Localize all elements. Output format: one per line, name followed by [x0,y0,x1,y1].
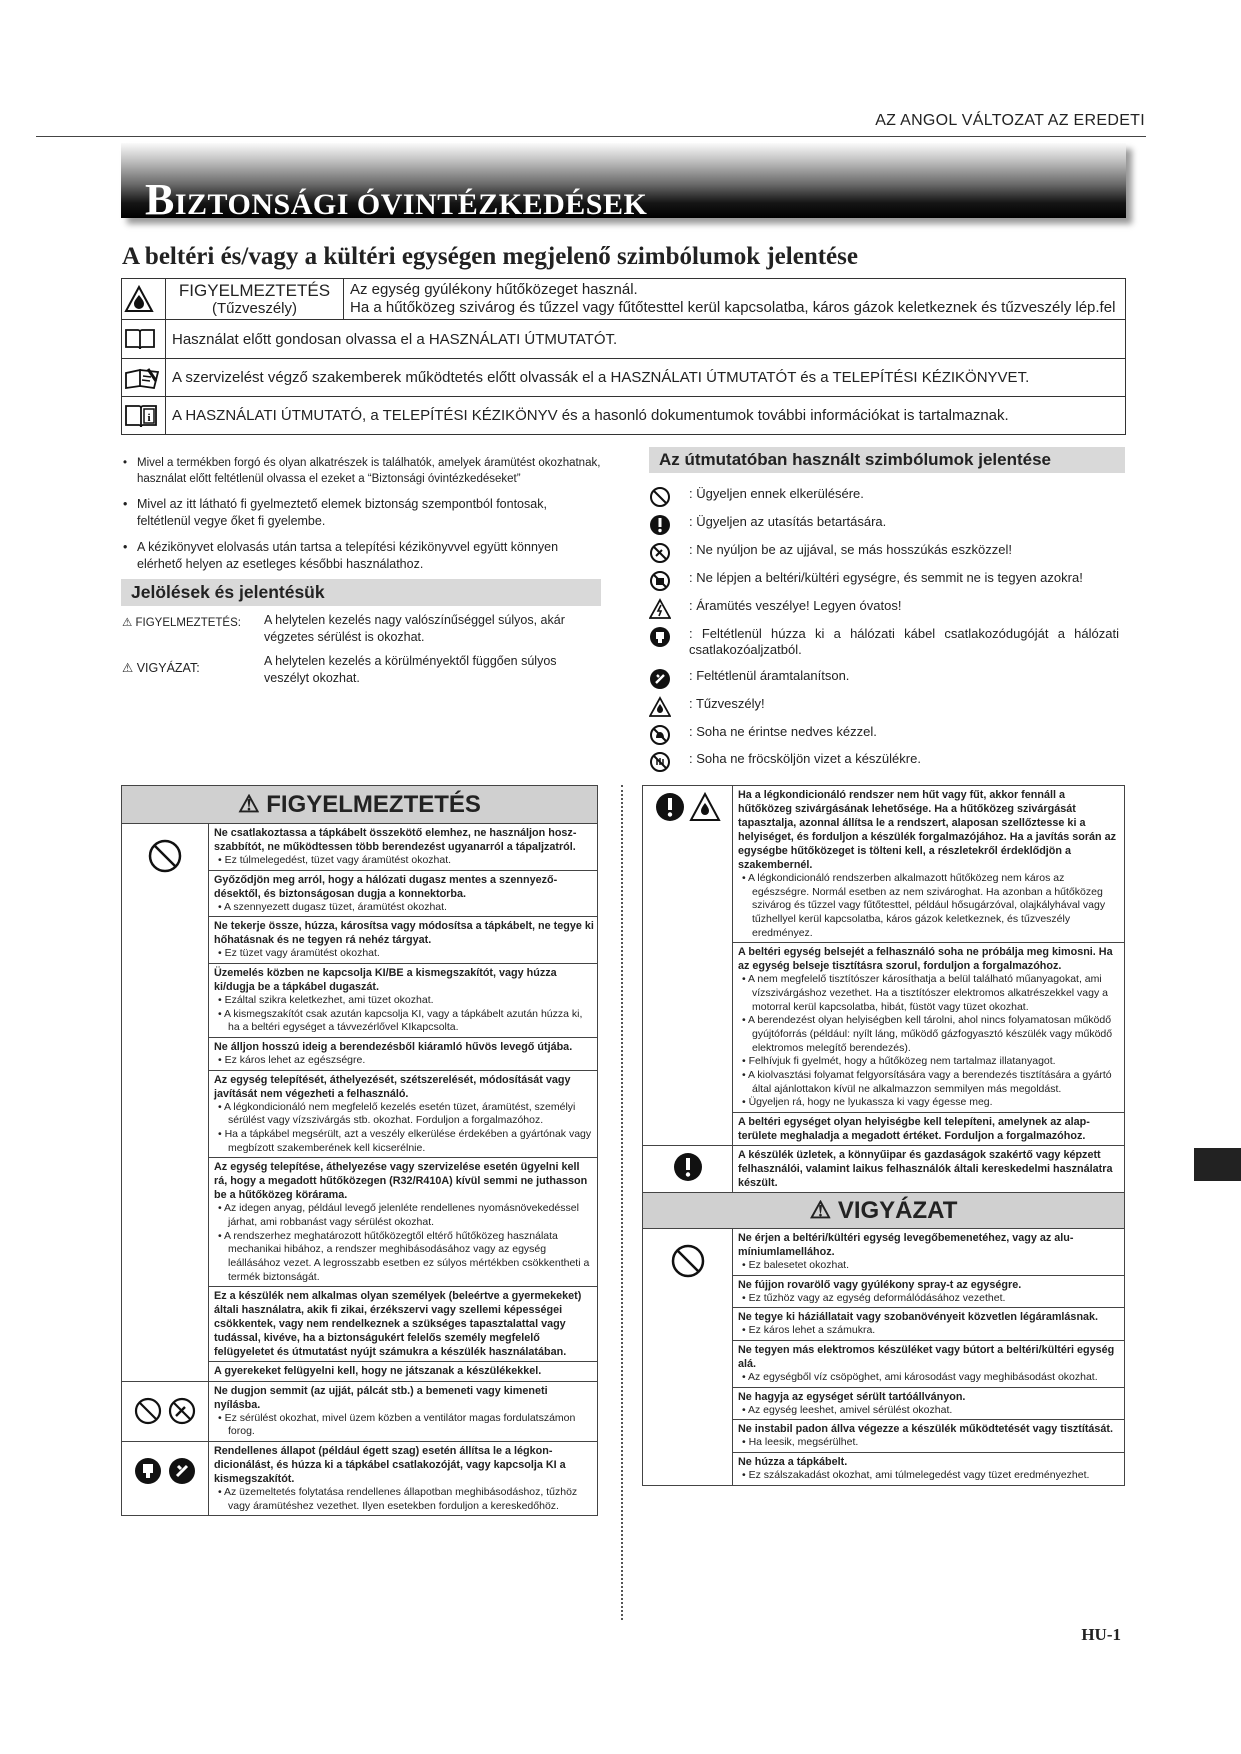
warning-triangle-icon: ⚠ [122,617,133,629]
right-item: A készülék üzletek, a könnyűipar és gazdaságok szakértő vagy képzett felhasználói, valamint laikus felhasználók általi kereskedelmi használatra készült. [738,1148,1113,1189]
right-item: A beltéri egységet olyan helyiségbe kell telepíteni, amelynek az alapterülete meghaladja a megadott értéket. Forduljon a forgalmazóhoz. [738,1115,1090,1142]
right-safety-box [642,785,1125,1486]
guide-symbol-item: : Soha ne fröcsköljön vizet a készülékre. [649,751,1125,773]
no-step-icon [649,570,689,592]
service-manual-icon [122,359,166,397]
guide-symbol-item: : Ne lépjen a beltéri/kültéri egységre, és semmit ne is tegyen azokra! [649,570,1125,592]
refrigerant-group [643,786,1124,1146]
caution-box-header: ⚠ VIGYÁZAT [643,1193,1124,1229]
warning-triangle-icon: ⚠ [238,791,260,818]
group-icons [643,786,733,1145]
mandatory-icon [655,792,685,822]
no-water-spray-icon [649,751,689,773]
marks-title: Jelölések és jelentésük [121,579,601,606]
prohibited-icon [649,486,689,508]
guide-symbol-item: : Ügyeljen az utasítás betartására. [649,514,1125,536]
original-language-note: AZ ANGOL VÁLTOZAT AZ EREDETI [875,112,1145,129]
unplug-icon [649,626,689,657]
warning-group-1 [122,824,597,1382]
caution-item: Ne érjen a beltéri/kültéri egység levegőbemenetéhez, vagy az alumíniumlamellához. • Ez balesetet okozhat. [733,1229,1124,1276]
header-rule [36,136,1146,137]
guide-symbol-item: : Áramütés veszélye! Legyen óvatos! [649,598,1125,620]
right-item: Ha a légkondicionáló rendszer nem hűt vagy fűt, akkor fennáll a hűtőközeg szivárgásának lehetősége. Ha a hűtőközeg szivárgását tapasztalja, azonnal állítsa le a rendszert, alaposan szellőztesse ki a helyiséget, és forduljon a készülék forgalmazójához. Ha a javítás során az egységbe hűtőközeget is tölteni kell, a részletekről érdeklődjön a szakembernél. • A légkondicionáló rendszerben alkalmazott hűtőközeg nem káros az egészségre. Normál esetben az nem szivároghat. Ha azonban a hűtőközeg szivárog és tűzzel vagy fűtőtesttel, például hősugárzóval, olajkályhával vagy tűzhellyel kerül kapcsolatba, káros gázok keletkeznek, és tűzveszély eredményez. [733,786,1124,943]
power-off-icon [649,668,689,690]
caution-item: Ne tegyen más elektromos készüléket vagy bútort a beltéri/kültéri egység alá. • Az egységből víz csöpöghet, ami károsodást vagy meghibásodást okozhat. [733,1341,1124,1388]
caution-mark-text: A helytelen kezelés a körülményektől függően súlyos veszélyt okozhat. [264,654,557,685]
warning-item: Győződjön meg arról, hogy a hálózati dugasz mentes a szennyeződésektől, és biztonságosan dugja a konnektorba. • A szennyezett dugasz tüzet, áramütést okozhat. [209,871,597,918]
warning-item: Üzemelés közben ne kapcsolja KI/BE a kismegszakítót, vagy húzza ki/dugja be a tápkábel dugaszát. • Ezáltal szikra keletkezhet, ami tüzet okozhat. • A kismegszakítót csak azután kapcsolja KI, vagy a tápkábelt azután húzza ki, ha a beltéri egységet a távvezérlővel KIkapcsolta. [209,964,597,1038]
read-manual-text: Használat előtt gondosan olvassa el a HASZNÁLATI ÚTMUTATÓT. [166,320,1126,359]
caution-group [643,1229,1124,1485]
warning-sublabel: (Tűzveszély) [211,300,297,318]
right-item: A beltéri egység belsejét a felhasználó soha ne próbálja meg kimosni. Ha az egység belseje tisztításra szorul, forduljon a forgalmazóhoz. • A nem megfelelő tisztítószer károsíthatja a belül található műanyagokat, ami vízszivárgáshoz vezethet. Ha a tisztítószer elektromos alkatrészekkel vagy a motorral kerül kapcsolatba, hibát, füstöt vagy tüzet okozhat. • A berendezést olyan helyiségben kell tárolni, ahol nincs folyamatosan működő gyújtóforrás (például: nyílt láng, működő gázfogyasztó készülék vagy működő elektromos melegítő berendezés). • Felhívjuk fi gyelmét, hogy a hűtőközeg nem tartalmaz illatanyagot. • A kiolvasztási folyamat felgyorsítására vagy a berendezés tisztítására a gyártó által ajánlottakon kívül ne alkalmazzon semmilyen más megoldást. • Ügyeljen rá, hogy ne lyukassza ki vagy égesse meg. [733,943,1124,1112]
guide-symbols-title: Az útmutatóban használt szimbólumok jelentése [649,447,1125,473]
caution-item: Ne tegye ki háziállatait vagy szobanövényeit közvetlen légáramlásnak. • Ez káros lehet a számukra. [733,1308,1124,1341]
flammable-line-2: Ha a hűtőközeg szivárog és tűzzel vagy fűtőtesttel kerül kapcsolatba, káros gázok keletkeznek és tűzveszély lép.fel [350,299,1116,316]
caution-item: Ne fújjon rovarölő vagy gyúlékony spray-t az egységre. • Ez tűzhöz vagy az egység deformálódásához vezethet. [733,1276,1124,1309]
caution-triangle-icon: ⚠ [122,661,134,675]
guide-symbols-list [649,484,1125,764]
caution-mark-label: ⚠ VIGYÁZAT: [122,661,200,675]
prohibited-icon [643,1229,733,1485]
guide-symbols-section [649,447,1125,473]
language-tab-marker [1194,1148,1241,1181]
power-off-icon [167,1456,197,1486]
warning-box-header: ⚠ FIGYELMEZTETÉS [122,786,597,824]
warning-group-2 [122,1382,597,1442]
guide-symbol-item: : Ne nyúljon be az ujjával, se más hosszúkás eszközzel! [649,542,1125,564]
caution-triangle-icon: ⚠ [809,1197,832,1225]
warning-item: Ne csatlakoztassa a tápkábelt összekötő elemhez, ne használjon hoszszabbítót, ne működtessen több berendezést ugyanarról a tápaljzatról. • Ez túlmelegedést, tüzet vagy áramütést okozhat. [209,824,597,871]
manual-book-icon [122,320,166,359]
additional-info-text: A HASZNÁLATI ÚTMUTATÓ, a TELEPÍTÉSI KÉZIKÖNYV és a hasonló dokumentumok további információkat is tartalmaznak. [166,397,1126,435]
guide-symbol-item: : Ügyeljen ennek elkerülésére. [649,486,1125,508]
warning-item: Ne álljon hosszú ideig a berendezésből kiáramló hűvös levegő útjába. • Ez káros lehet az egészségre. [209,1038,597,1071]
warning-item: Ne dugjon semmit (az ujját, pálcát stb.) a bemeneti vagy kimeneti nyílásba. • Ez sérülést okozhat, mivel üzem közben a ventilátor magas fordulatszámon forog. [209,1382,597,1441]
guide-symbol-item: : Soha ne érintse nedves kézzel. [649,724,1125,746]
mandatory-icon [649,514,689,536]
warning-item: Ne tekerje össze, húzza, károsítsa vagy módosítsa a tápkábelt, ne tegye ki hőhatásnak és ne tegyen rá nehéz tárgyat. • Ez tüzet vagy áramütést okozhat. [209,917,597,964]
warning-item: Ez a készülék nem alkalmas olyan személyek (beleértve a gyermekeket) általi használatra, akik fi zikai, érzékszervi vagy szellemi képességei csökkentek, vagy nem rendelkeznek a szükséges tapasztalattal vagy tudással, kivéve, ha a biztonságukért felelős személy megfelelő felügyeletet és útmutatást nyújt számukra a készülék használatában. [209,1287,597,1362]
warning-item: Az egység telepítését, áthelyezését, szétszerelését, módosítását vagy javítását nem végezheti a felhasználó. • A légkondicionáló nem megfelelő kezelés esetén tüzet, áramütést, személyi sérülést vagy vízszivárgás stb. okozhat. Forduljon a forgalmazóhoz. • Ha a tápkábel megsérült, azt a veszély elkerülése érdekében a gyártónak vagy megbízott szakemberének kell kicserélnie. [209,1071,597,1159]
warning-mark-label: ⚠ FIGYELMEZTETÉS: [122,617,241,629]
caution-item: Ne instabil padon állva végezze a készülék működtetését vagy tisztítását. • Ha leesik, megsérülhet. [733,1420,1124,1453]
warning-item: Rendellenes állapot (például égett szag) esetén állítsa le a légkondicionálást, és húzza ki a tápkábel csatlakozóját, vagy kapcsolja KI a kismegszakítót. • Az üzemeltetés folytatása rendellenes állapotban meghibásodáshoz, tűzhöz vagy áramütéshez vezethet. Ilyen esetekben forduljon a kereskedőhöz. [209,1442,597,1515]
page-number: HU-1 [1081,1625,1121,1644]
page-title: BIZTONSÁGI ÓVINTÉZKEDÉSEK [145,175,648,224]
fire-hazard-icon [649,696,689,718]
intro-bullet: • A kézikönyvet elolvasás után tartsa a telepítési kézikönyvvel együtt könnyen elérhető helyen az esetleges későbbi használathoz. [121,539,601,573]
warning-box [121,785,598,1516]
commercial-use-group [643,1146,1124,1193]
guide-symbol-item: : Tűzveszély! [649,696,1125,718]
group-icons [122,1382,209,1441]
unit-symbols-table [121,278,1126,435]
warning-item: A gyerekeket felügyelni kell, hogy ne játszanak a készülékekkel. [214,1365,542,1378]
column-divider [621,785,623,1620]
group-icons [122,1442,209,1515]
no-finger-icon [649,542,689,564]
intro-bullet: • Mivel az itt látható fi gyelmeztető elemek biztonság szempontból fontosak, feltétlenül vegye őket fi gyelembe. [121,496,601,530]
warning-group-3 [122,1442,597,1515]
guide-symbol-item: : Feltétlenül áramtalanítson. [649,668,1125,690]
warning-label: FIGYELMEZTETÉS [178,280,331,300]
flammable-line-1: Az egység gyúlékony hűtőközeget használ. [350,281,638,298]
flammable-warning-icon [122,279,166,320]
electric-shock-icon [649,598,689,620]
prohibited-icon [133,1396,163,1426]
warning-mark-text: A helytelen kezelés nagy valószínűséggel súlyos, akár végzetes sérülést is okozhat. [264,613,565,644]
no-finger-icon [167,1396,197,1426]
svg-text:i: i [147,411,151,424]
section-title: A beltéri és/vagy a kültéri egységen megjelenő szimbólumok jelentése [122,243,858,270]
intro-bullet: • Mivel a termékben forgó és olyan alkatrészek is találhatók, amelyek áramütést okozhatnak, használat előtt feltétlenül olvassa el ezeket a “Biztonsági óvintézkedéseket” [121,456,601,487]
service-manual-text: A szervizelést végző szakemberek működtetés előtt olvassák el a HASZNÁLATI ÚTMUTATÓT és a TELEPÍTÉSI KÉZIKÖNYVET. [166,359,1126,397]
unplug-icon [133,1456,163,1486]
guide-symbol-item: : Feltétlenül húzza ki a hálózati kábel csatlakozódugóját a hálózati csatlakozóaljzatból. [649,626,1125,657]
intro-bullets [121,456,601,582]
warning-item: Az egység telepítése, áthelyezése vagy szervizelése esetén ügyelni kell rá, hogy a megadott hűtőközegen (R32/R410A) kívül semmi ne juthasson be a hűtőközeg körárama. • Az idegen anyag, például levegő jelenléte rendellenes nyomásnövekedéssel járhat, ami robbanást vagy sérülést okozhat. • A rendszerhez meghatározott hűtőközegtől eltérő hűtőközeg használata mechanikai hibához, a rendszer meghibásodásához vagy az egység leállásához vezet. A legrosszabb esetben ez súlyos mértékben csökkentheti a termék biztonságát. [209,1158,597,1287]
no-wet-hands-icon [649,724,689,746]
caution-item: Ne hagyja az egységet sérült tartóállványon. • Az egység leeshet, amivel sérülést okozhat. [733,1388,1124,1421]
caution-item: Ne húzza a tápkábelt. • Ez szálszakadást okozhat, ami túlmelegedést vagy tüzet eredményezhet. [733,1453,1124,1485]
prohibited-icon [122,824,209,1381]
fire-hazard-icon [689,792,721,822]
info-manual-icon [122,397,166,435]
mandatory-icon [643,1146,733,1192]
marks-section [121,579,601,606]
